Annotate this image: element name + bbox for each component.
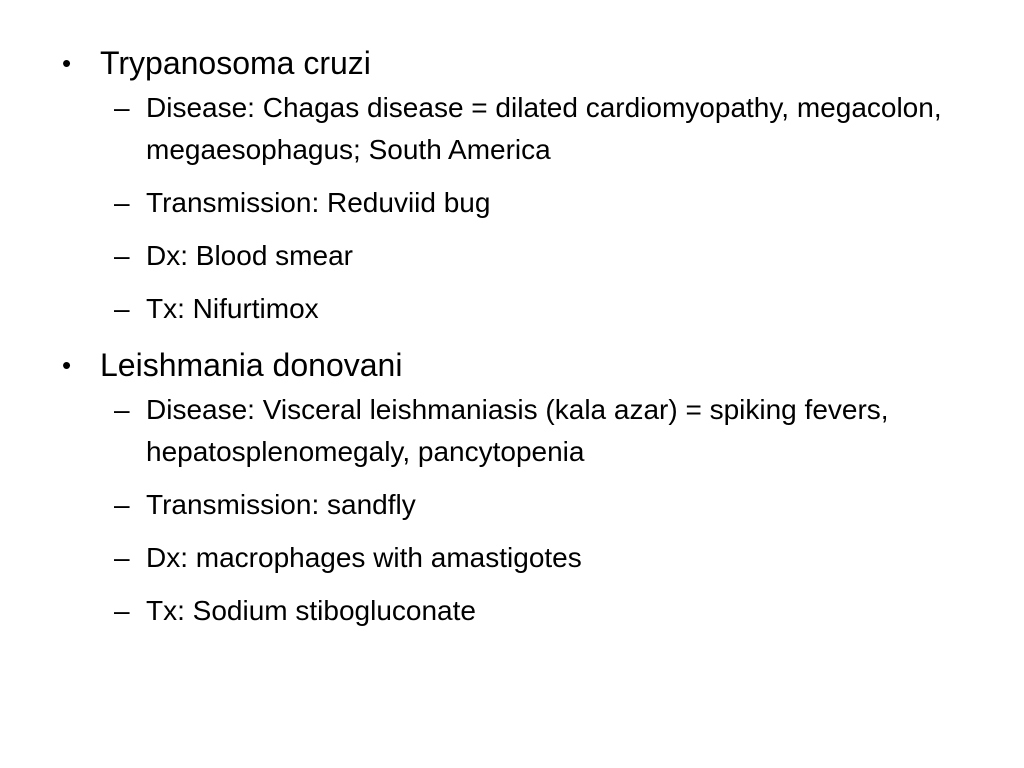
sub-bullet <box>114 235 982 277</box>
bullet-icon: • <box>62 350 72 380</box>
dash-icon: – <box>114 92 130 123</box>
dash-icon: – <box>114 542 130 573</box>
bullet-heading: Trypanosoma cruzi <box>100 45 371 81</box>
dash-icon: – <box>114 394 130 425</box>
level1-bullet <box>62 341 982 389</box>
sub-bullet-text: Transmission: sandfly <box>146 489 416 520</box>
sub-bullet <box>114 182 982 224</box>
sub-bullet <box>114 389 982 473</box>
level1-bullet <box>62 39 982 87</box>
dash-icon: – <box>114 595 130 626</box>
slide-content <box>62 39 982 643</box>
sub-bullet <box>114 484 982 526</box>
dash-icon: – <box>114 187 130 218</box>
dash-icon: – <box>114 293 130 324</box>
sub-bullet-text: Dx: macrophages with amastigotes <box>146 542 582 573</box>
sub-bullet-text: Dx: Blood smear <box>146 240 353 271</box>
sub-bullet-list <box>114 389 982 632</box>
dash-icon: – <box>114 240 130 271</box>
sub-bullet-text: Disease: Chagas disease = dilated cardiomyopathy, megacolon, megaesophagus; South America <box>146 92 942 165</box>
sub-bullet-text: Transmission: Reduviid bug <box>146 187 491 218</box>
sub-bullet <box>114 288 982 330</box>
sub-bullet <box>114 87 982 171</box>
dash-icon: – <box>114 489 130 520</box>
sub-bullet-list <box>114 87 982 330</box>
bullet-icon: • <box>62 48 72 78</box>
sub-bullet <box>114 590 982 632</box>
bullet-item-leishmania <box>62 341 982 632</box>
sub-bullet-text: Tx: Sodium stibogluconate <box>146 595 476 626</box>
bullet-item-trypanosoma <box>62 39 982 330</box>
sub-bullet <box>114 537 982 579</box>
sub-bullet-text: Tx: Nifurtimox <box>146 293 319 324</box>
sub-bullet-text: Disease: Visceral leishmaniasis (kala azar) = spiking fevers, hepatosplenomegaly, pancytopenia <box>146 394 889 467</box>
bullet-heading: Leishmania donovani <box>100 347 403 383</box>
